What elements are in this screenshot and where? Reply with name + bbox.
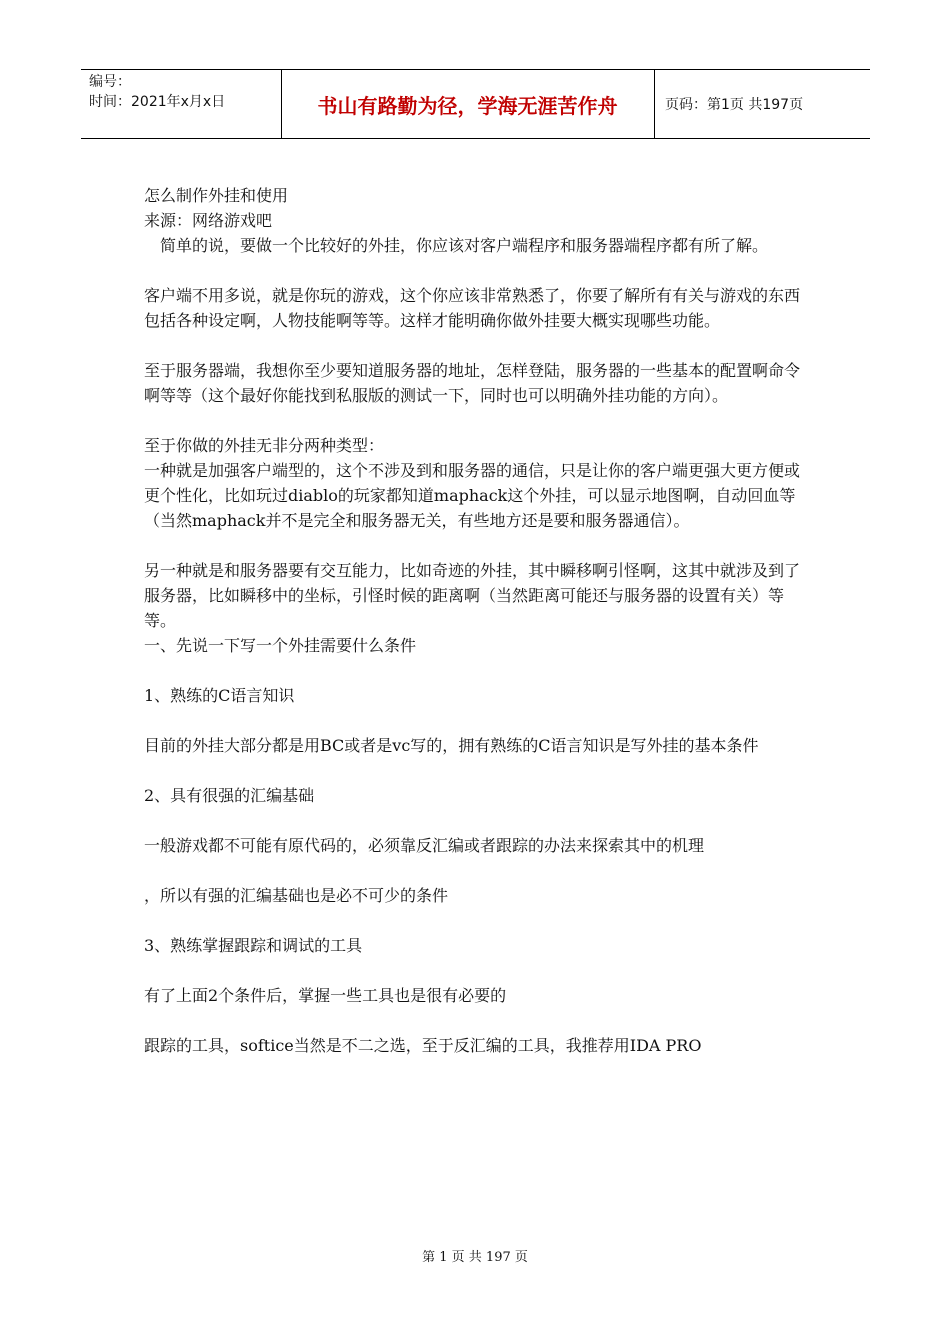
paragraph: 目前的外挂大部分都是用BC或者是vc写的，拥有熟练的C语言知识是写外挂的基本条件	[144, 736, 759, 755]
header-meta	[81, 70, 281, 138]
paragraph: 有了上面2个条件后，掌握一些工具也是很有必要的	[144, 986, 507, 1005]
document-body	[144, 183, 804, 1058]
paragraph: 至于服务器端，我想你至少要知道服务器的地址，怎样登陆，服务器的一些基本的配置啊命令啊等等（这个最好你能找到私服版的测试一下，同时也可以明确外挂功能的方向）。	[144, 361, 801, 405]
subsection-heading: 1、熟练的C语言知识	[144, 686, 295, 705]
paragraph: 客户端不用多说，就是你玩的游戏，这个你应该非常熟悉了，你要了解所有有关与游戏的东西包括各种设定啊，人物技能啊等等。这样才能明确你做外挂要大概实现哪些功能。	[144, 286, 801, 330]
subsection-heading: 2、具有很强的汇编基础	[144, 786, 315, 805]
document-title: 怎么制作外挂和使用	[144, 186, 289, 205]
paragraph: 简单的说，要做一个比较好的外挂，你应该对客户端程序和服务器端程序都有所了解。	[144, 236, 769, 255]
paragraph: 一种就是加强客户端型的，这个不涉及到和服务器的通信，只是让你的客户端更强大更方便或更个性化，比如玩过diablo的玩家都知道maphack这个外挂，可以显示地图啊，自动回血等（当然maphack并不是完全和服务器无关，有些地方还是要和服务器通信）。	[144, 461, 801, 530]
paragraph: 跟踪的工具，softice当然是不二之选，至于反汇编的工具，我推荐用IDA PRO	[144, 1036, 702, 1055]
paragraph: 一般游戏都不可能有原代码的，必须靠反汇编或者跟踪的办法来探索其中的机理	[144, 836, 705, 855]
page-footer: 第 1 页 共 197 页	[422, 1250, 528, 1265]
paragraph: 至于你做的外挂无非分两种类型：	[144, 436, 385, 455]
number-label: 编号：	[89, 74, 131, 90]
paragraph: 另一种就是和服务器要有交互能力，比如奇迹的外挂，其中瞬移啊引怪啊，这其中就涉及到了服务器，比如瞬移中的坐标，引怪时候的距离啊（当然距离可能还与服务器的设置有关）等等。	[144, 561, 801, 630]
document-header	[81, 69, 870, 139]
time-label: 时间：2021年x月x日	[89, 94, 226, 110]
paragraph: ，所以有强的汇编基础也是必不可少的条件	[144, 886, 449, 905]
header-page-info: 页码：第1页 共197页	[665, 97, 804, 113]
subsection-heading: 3、熟练掌握跟踪和调试的工具	[144, 936, 363, 955]
section-heading: 一、先说一下写一个外挂需要什么条件	[144, 636, 417, 655]
header-motto: 书山有路勤为径，学海无涯苦作舟	[317, 93, 618, 118]
document-source: 来源：网络游戏吧	[144, 211, 273, 230]
